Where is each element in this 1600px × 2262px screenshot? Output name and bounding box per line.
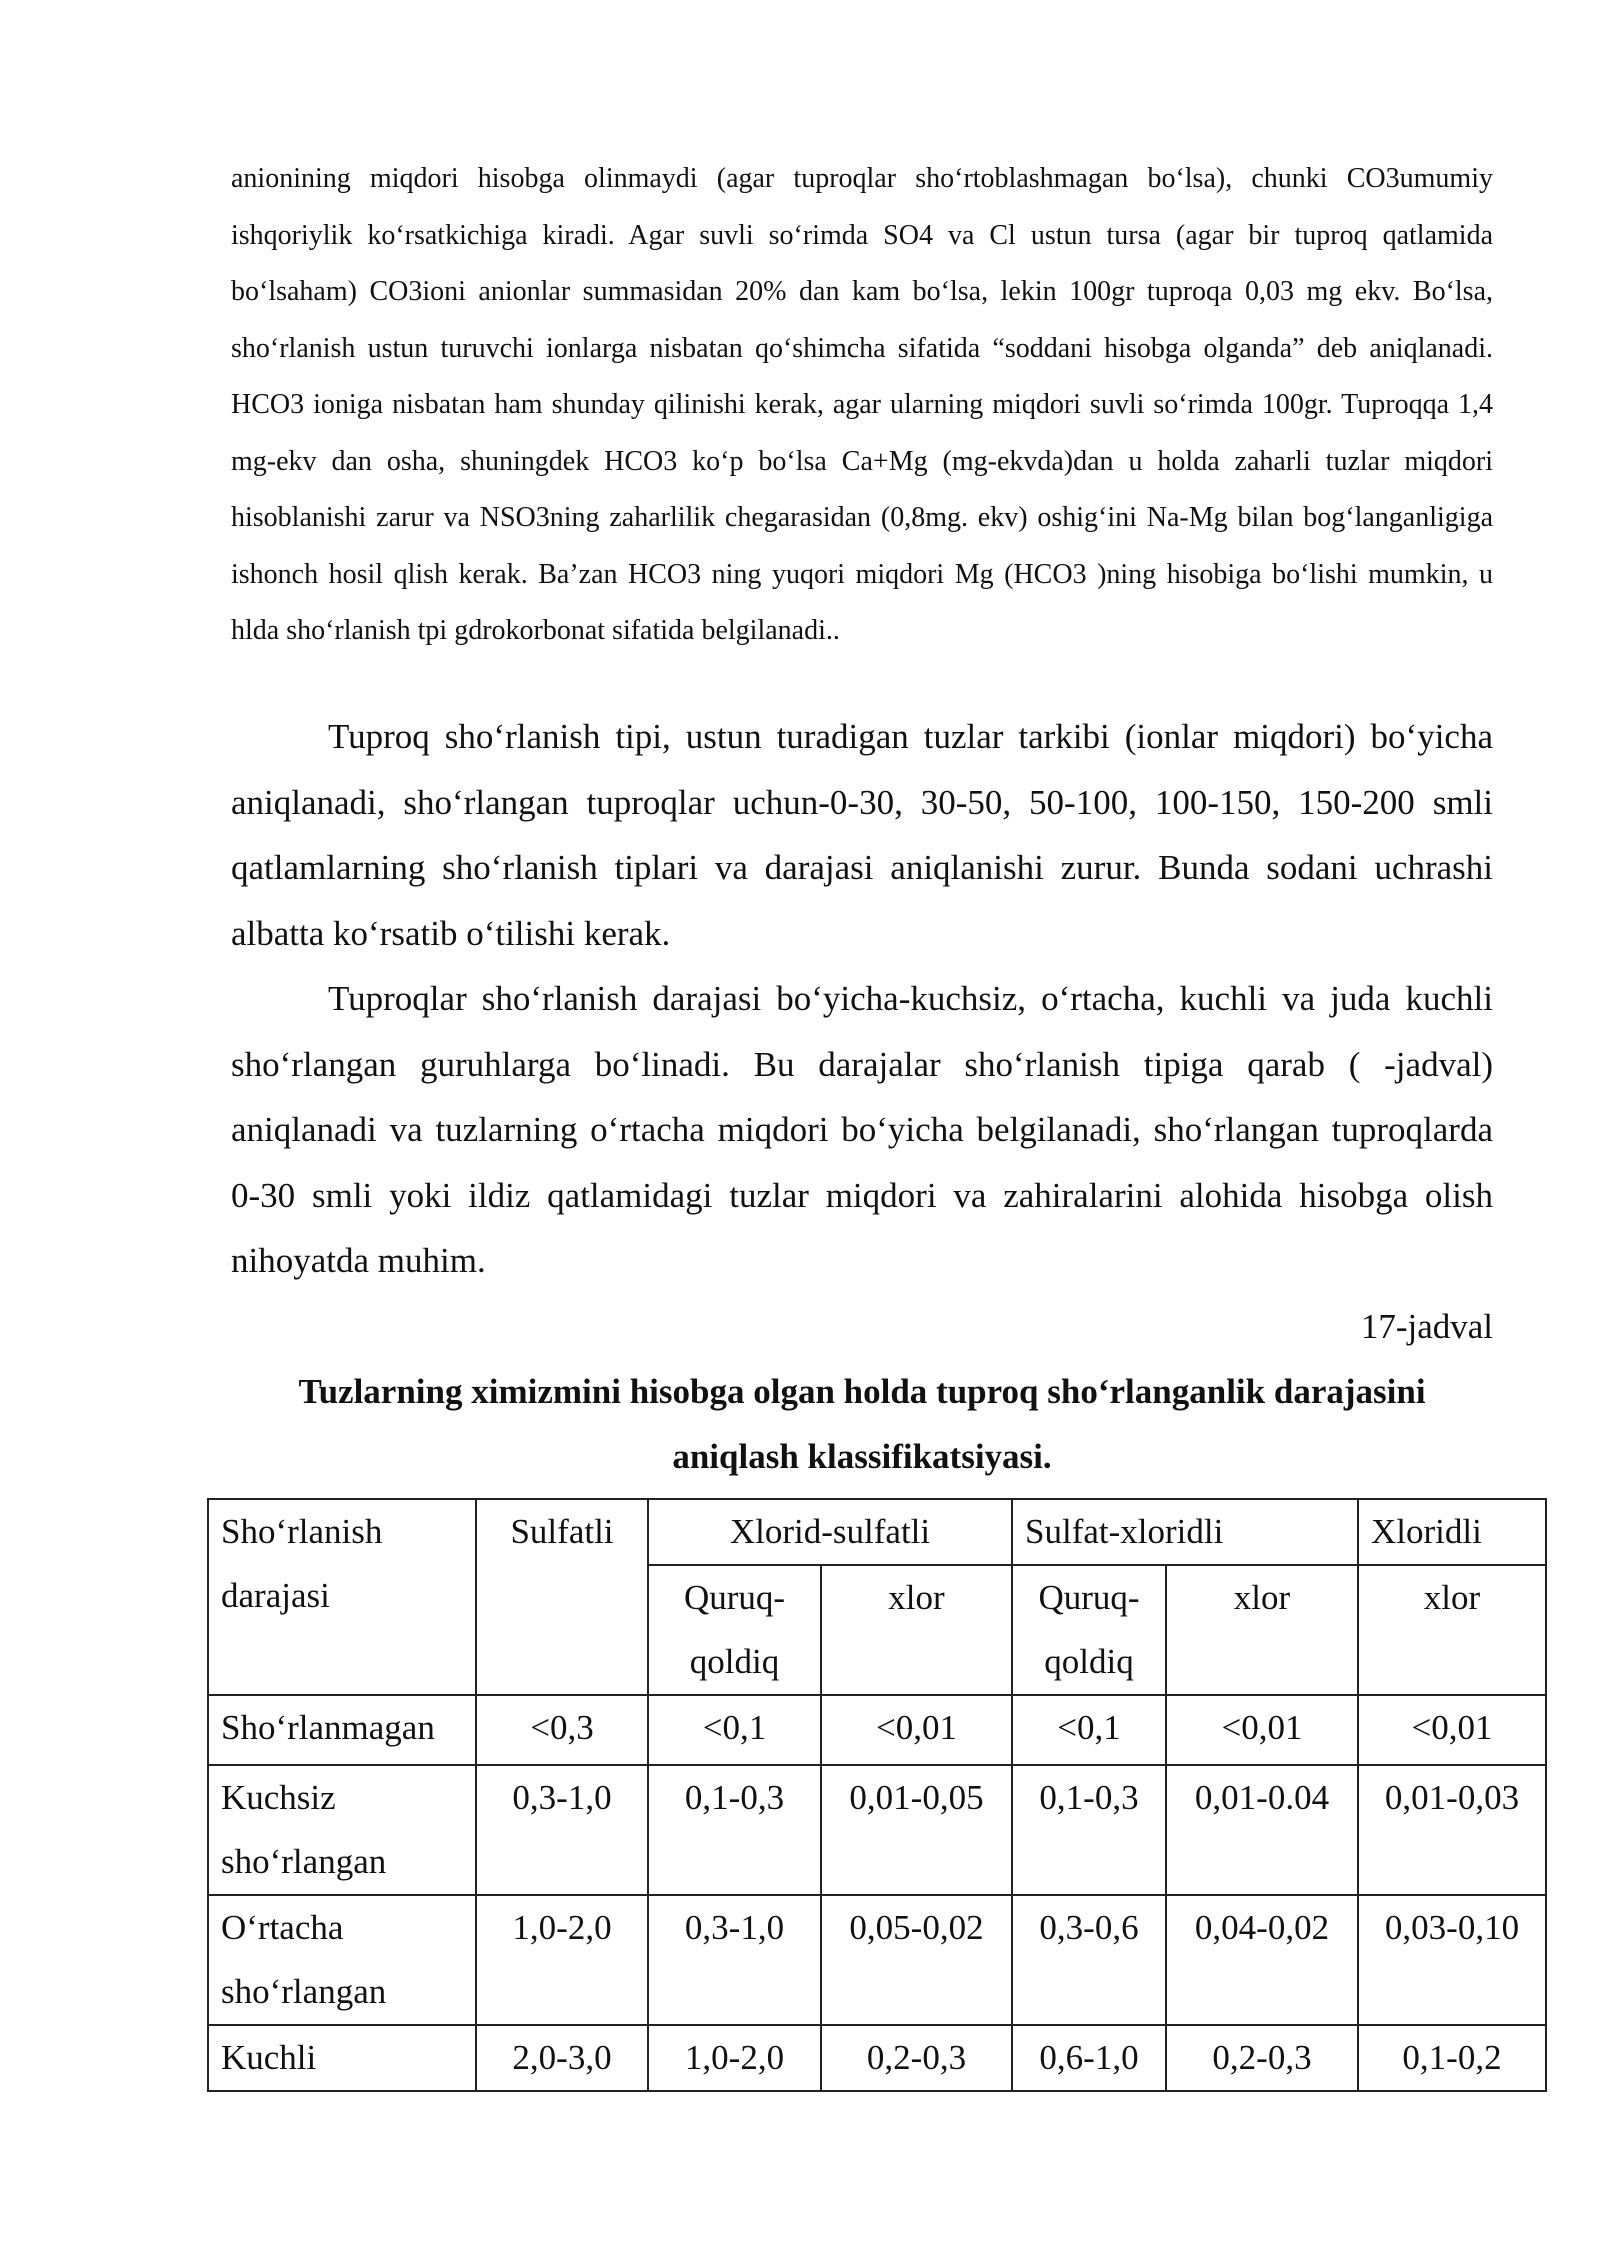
table-row bbox=[208, 1765, 1546, 1895]
table-row bbox=[208, 1895, 1546, 2025]
subheader-xlor: xlor bbox=[1166, 1565, 1358, 1695]
table-cell: 2,0-3,0 bbox=[476, 2025, 648, 2091]
table-cell: 0,01-0,03 bbox=[1358, 1765, 1546, 1895]
header-xloridli: Xloridli bbox=[1358, 1499, 1546, 1565]
table-cell: 0,3-0,6 bbox=[1012, 1895, 1166, 2025]
table-row bbox=[208, 1695, 1546, 1765]
subheader-xlor: xlor bbox=[1358, 1565, 1546, 1695]
table-cell: 0,2-0,3 bbox=[821, 2025, 1012, 2091]
header-degree: Sho‘rlanish darajasi bbox=[208, 1499, 476, 1695]
row-label: O‘rtacha sho‘rlangan bbox=[208, 1895, 476, 2025]
row-label: Sho‘rlanmagan bbox=[208, 1695, 476, 1765]
subheader-quruq-qoldiq: Quruq-qoldiq bbox=[1012, 1565, 1166, 1695]
header-sulfat-xloridli: Sulfat-xloridli bbox=[1012, 1499, 1358, 1565]
table-cell: 1,0-2,0 bbox=[648, 2025, 821, 2091]
table-cell: 1,0-2,0 bbox=[476, 1895, 648, 2025]
table-cell: 0,1-0,3 bbox=[1012, 1765, 1166, 1895]
table-cell: 0,01-0,05 bbox=[821, 1765, 1012, 1895]
table-cell: <0,01 bbox=[1166, 1695, 1358, 1765]
table-cell: <0,3 bbox=[476, 1695, 648, 1765]
classification-table bbox=[207, 1498, 1547, 2092]
table-header-row bbox=[208, 1499, 1546, 1565]
table-cell: 0,1-0,2 bbox=[1358, 2025, 1546, 2091]
paragraph-salinity-degree: Tuproqlar sho‘rlanish darajasi bo‘yicha-kuchsiz, o‘rtacha, kuchli va juda kuchli sho‘rlangan guruhlarga bo‘linadi. Bu darajalar sho‘rlanish tipiga qarab ( -jadval) aniqlanadi va tuzlarning o‘rtacha miqdori bo‘yicha belgilanadi, sho‘rlangan tuproqlarda 0-30 smli yoki ildiz qatlamidagi tuzlar miqdori va zahiralarini alohida hisobga olish nihoyatda muhim. bbox=[231, 979, 1493, 1280]
paragraph-salinity-type: Tuproq sho‘rlanish tipi, ustun turadigan tuzlar tarkibi (ionlar miqdori) bo‘yicha aniqlanadi, sho‘rlangan tuproqlar uchun-0-30, 30-50, 50-100, 100-150, 150-200 smli qatlamlarning sho‘rlanish tiplari va darajasi aniqlanishi zurur. Bunda sodani uchrashi albatta ko‘rsatib o‘tilishi kerak. bbox=[231, 717, 1493, 953]
table-cell: 0,2-0,3 bbox=[1166, 2025, 1358, 2091]
subheader-xlor: xlor bbox=[821, 1565, 1012, 1695]
table-cell: <0,01 bbox=[821, 1695, 1012, 1765]
table-caption: Tuzlarning ximizmini hisobga olgan holda tuproq sho‘rlanganlik darajasini aniqlash klassifikatsiyasi. bbox=[298, 1372, 1426, 1476]
header-xlorid-sulfatli: Xlorid-sulfatli bbox=[648, 1499, 1012, 1565]
table-cell: 0,01-0.04 bbox=[1166, 1765, 1358, 1895]
subheader-quruq-qoldiq: Quruq-qoldiq bbox=[648, 1565, 821, 1695]
table-cell: <0,01 bbox=[1358, 1695, 1546, 1765]
row-label: Kuchsiz sho‘rlangan bbox=[208, 1765, 476, 1895]
table-cell: <0,1 bbox=[1012, 1695, 1166, 1765]
table-cell: <0,1 bbox=[648, 1695, 821, 1765]
table-cell: 0,1-0,3 bbox=[648, 1765, 821, 1895]
table-row bbox=[208, 2025, 1546, 2091]
table-cell: 0,04-0,02 bbox=[1166, 1895, 1358, 2025]
table-number: 17-jadval bbox=[1360, 1307, 1493, 1346]
header-sulfatli: Sulfatli bbox=[476, 1499, 648, 1695]
table-cell: 0,03-0,10 bbox=[1358, 1895, 1546, 2025]
paragraph-intro: anionining miqdori hisobga olinmaydi (agar tuproqlar sho‘rtoblashmagan bo‘lsa), chunki CO3umumiy ishqoriylik ko‘rsatkichiga kiradi. Agar suvli so‘rimda SO4 va Cl ustun tursa (agar bir tuproq qatlamida bo‘lsaham) CO3ioni anionlar summasidan 20% dan kam bo‘lsa, lekin 100gr tuproqa 0,03 mg ekv. Bo‘lsa, sho‘rlanish ustun turuvchi ionlarga nisbatan qo‘shimcha sifatida “soddani hisobga olganda” deb aniqlanadi. HCO3 ioniga nisbatan ham shunday qilinishi kerak, agar ularning miqdori suvli so‘rimda 100gr. Tuproqqa 1,4 mg-ekv dan osha, shuningdek HCO3 ko‘p bo‘lsa Ca+Mg (mg-ekvda)dan u holda zaharli tuzlar miqdori hisoblanishi zarur va NSO3ning zaharlilik chegarasidan (0,8mg. ekv) oshig‘ini Na-Mg bilan bog‘langanligiga ishonch hosil qlish kerak. Ba’zan HCO3 ning yuqori miqdori Mg (HCO3 )ning hisobiga bo‘lishi mumkin, u hlda sho‘rlanish tpi gdrokorbonat sifatida belgilanadi.. bbox=[231, 163, 1493, 646]
table-cell: 0,3-1,0 bbox=[476, 1765, 648, 1895]
table-cell: 0,05-0,02 bbox=[821, 1895, 1012, 2025]
row-label: Kuchli bbox=[208, 2025, 476, 2091]
table-cell: 0,3-1,0 bbox=[648, 1895, 821, 2025]
table-cell: 0,6-1,0 bbox=[1012, 2025, 1166, 2091]
